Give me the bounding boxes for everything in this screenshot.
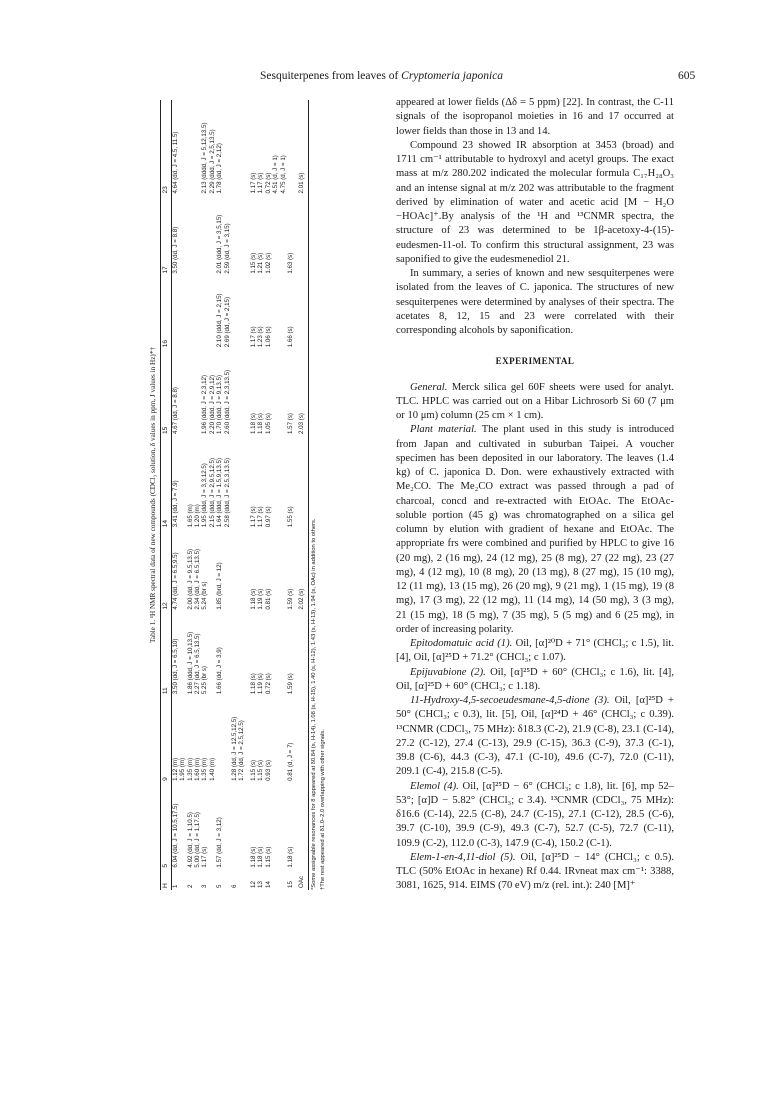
rotated-table-area (150, 100, 360, 890)
table-cell: 3 (201, 884, 209, 888)
table-cell (294, 276, 308, 350)
table-row (231, 100, 246, 890)
table-column-header: 9 (161, 696, 171, 783)
table-cell (201, 196, 216, 276)
table-cell: 1.15 (s) (264, 846, 272, 868)
table-cell: 6.04 (dd, J = 10.5,17.5) (171, 803, 179, 868)
table-row (287, 100, 294, 890)
table-cell: 1.15 (s) (249, 759, 257, 781)
table-column-header: 11 (161, 612, 171, 697)
paragraph-lead: Plant material. (410, 424, 477, 436)
table-cell: 1.63 (s) (286, 252, 294, 274)
table-footnote-2: †The rest appeared at δ1.0–2.0 overlapping with other signals. (319, 729, 326, 890)
table-column-header: 16 (161, 276, 171, 350)
table-cell: 1.65 (m) 1.20 (m) (186, 504, 202, 528)
table-cell (201, 276, 216, 350)
table-cell: 1.18 (s) (257, 846, 265, 868)
table-cell: 1.17 (s) (257, 172, 265, 194)
paragraph: In summary, a series of known and new sesquiterpenes were isolated from the leaves of C. japonica. The structures of new sesquiterpenes were determined by analyses of their spectra. The acetates 8, 12, 15 and 23 were correlated with their corresponding alcohols by saponification. (396, 268, 674, 336)
table-row (171, 100, 186, 890)
table-cell: 4.64 (dd, J = 4.5, 11.5) (171, 131, 179, 194)
table-cell: 4.74 (dd, J = 6.5,9.5) (171, 552, 179, 610)
table-cell: 1.35 (m) 1.40 (m) (201, 757, 216, 781)
paragraph-lead: Epitodomatuic acid (1). (410, 638, 513, 649)
table-cell (231, 612, 246, 697)
text-column (396, 96, 674, 894)
table-header-row (161, 100, 171, 890)
paragraph-lead: Elemol (4). (410, 780, 459, 792)
table-cell: 2.03 (s) (294, 349, 308, 436)
table-cell: 1.18 (s) (249, 846, 257, 868)
table-cell: 1.64 (ddd, J = 1.5,9,13.5) 2.58 (ddd, J = 2.5,3,13.5) (216, 457, 231, 528)
table-cell: 1 (171, 884, 179, 888)
table-cell: 14 (264, 881, 272, 888)
table-cell (231, 196, 246, 276)
table-cell: 2.13 (dddd, J = 5,12,13.5) 2.29 (ddd, J = 2,5,13.5) (201, 122, 216, 194)
paragraph: 11-Hydroxy-4,5-secoeudesmane-4,5-dione (3). Oil, [α]²⁵D + 50° (CHCl₃; c 0.3), lit. [5], Oil, [α]²⁴D + 46° (CHCl₃; c 0.39). ¹³CNMR (CDCl₃, 75 MHz): δ18.3 (C-2), 21.9 (C-8), 23.1 (C-14), 27.2 (C-12), 27.4 (C-13), 29.9 (C-15), 36.3 (C-9), 37.3 (C-1), 39.8 (C-6), 44.3 (C-3), 47.1 (C-10), 49.6 (C-7), 72.0 (C-11), 209.1 (C-4), 215.8 (C-5). (396, 695, 675, 778)
table-cell: 1.66 (s) (286, 326, 294, 348)
table-cell: 2.01 (ddd, J = 3,5,15) 2.59 (dd, J = 3,15) (216, 214, 231, 274)
table-column-header: 12 (161, 529, 171, 611)
table-cell (231, 276, 246, 350)
table-row (294, 100, 308, 890)
running-title: Sesquiterpenes from leaves of Cryptomeria japonica (260, 70, 504, 82)
table-cell: 0.81 (d, J = 7) (286, 742, 294, 781)
table-cell: 1.57 (dd, J = 3,12) (216, 817, 224, 868)
table-cell: 2.10 (ddd, J = 2,15) 2.69 (dd, J = 2,15) (216, 293, 231, 348)
table-cell: 1.78 (dd, J = 2,12) (216, 143, 224, 194)
table-cell: 0.72 (s) 4.51 (d, J = 1) 4.75 (d, J = 1) (264, 155, 287, 194)
table-cell: 1.19 (s) (257, 673, 265, 695)
table-cell: 2.00 (dd, J = 9.5,13.5) 2.34 (dd, J = 6.5,13.5) (186, 548, 202, 610)
table-cell: 2.01 (s) (294, 100, 308, 196)
table-cell: 1.12 (m) 1.95 (m) (171, 757, 187, 781)
table-column-header: 23 (161, 100, 171, 196)
paragraph: Elemol (4). Oil, [α]²⁵D − 6° (CHCl₃; c 1.8), lit. [6], mp 52–53°; [α]D − 5.82° (CHCl₃; c 3.4). ¹³CNMR (CDCl₃, 75 MHz): δ16.6 (C-14), 22.5 (C-8), 24.7 (C-15), 27.1 (C-12), 28.5 (C-6), 39.7 (C-10), 39.9 (C-9), 49.3 (C-7), 52.7 (C-5), 72.7 (C-11), 109.9 (C-2), 112.0 (C-3), 147.9 (C-4), 150.2 (C-1). (396, 780, 674, 849)
table-column-header: 15 (161, 349, 171, 436)
table-cell: 1.96 (ddd, J = 2,3,12) 2.20 (ddd, J = 2,9,12) (201, 374, 216, 434)
table-cell (187, 100, 202, 196)
paragraph: Epitodomatuic acid (1). Oil, [α]²⁰D + 71° (CHCl₃; c 1.5), lit. [4], Oil, [α]²⁵D + 71.2° (CHCl₃; c 1.07). (396, 638, 674, 664)
section-heading: EXPERIMENTAL (495, 356, 575, 367)
table-row (216, 100, 231, 890)
table-column-header: 5 (161, 783, 171, 870)
paragraph-lead: General. (410, 381, 448, 393)
table-cell (187, 276, 202, 350)
paragraph-lead: Elem-1-en-4,11-diol (5). (410, 851, 516, 863)
table-cell: 1.15 (s) (257, 759, 265, 781)
paragraph: General. Merck silica gel 60F sheets were used for analyt. TLC. HPLC was carried out on a Hibar Lichrosorb Si 60 (7 μm or 10 μm) column (25 cm × 1 cm). (396, 381, 674, 421)
table-cell: 3.41 (dd, J = 7.9) (171, 480, 179, 528)
table-cell: 0.72 (s) (264, 673, 272, 695)
table-cell: 15 (286, 881, 294, 888)
table-cell: 0.81 (s) (264, 588, 272, 610)
table-cell: 4.67 (dd, J = 8.8) (171, 387, 179, 434)
table-cell (294, 696, 308, 783)
table-cell: 1.05 (s) (264, 413, 272, 434)
table-caption: Table 1. ¹H NMR spectral data of new compounds (CDCl₃ solution, δ values in ppm, J values in Hz)*† (149, 347, 157, 643)
table-cell: 1.86 (ddd, J = 10,13.5) 2.27 (dd, J = 6.5,13.5) (186, 631, 202, 695)
table-cell: 4.92 (dd, J = 1,10.5) 5.00 (dd, J = 1,17.5) (186, 812, 202, 868)
table-cell: 1.95 (ddd, J = 3,3,12.5) 2.15 (ddd, J = 2,9.5,12.5) (201, 457, 216, 528)
paragraph: Elem-1-en-4,11-diol (5). Oil, [α]²⁵D − 14° (CHCl₃; c 0.5). TLC (50% EtOAc in hexane) Rf 0.44. IRνneat max cm⁻¹: 3388, 3081, 1625, 914. EIMS (70 eV) m/z (rel. int.): 240 [M]⁺ (396, 851, 674, 892)
table-cell (231, 529, 246, 611)
table-cell: 1.55 (s) (286, 506, 294, 528)
table-cell: 3.50 (dd, J = 8.8) (171, 226, 179, 274)
table-cell: 1.17 (s) (257, 506, 265, 528)
paragraph: appeared at lower fields (Δδ = 5 ppm) [22]. In contrast, the C-11 signals of the isopropanol moieties in 16 and 17 occurred at lower fields than those in 13 and 14. (396, 97, 674, 137)
table-cell: 5.25 (br s) (201, 665, 209, 695)
table-cell: 2.02 (s) (294, 529, 308, 611)
table-cell: 5 (216, 884, 224, 888)
table-cell: 0.97 (s) (264, 506, 272, 528)
table-cell (294, 436, 308, 529)
table-column-header: 14 (161, 436, 171, 529)
table-cell (231, 100, 246, 196)
table-cell: 1.18 (s) (249, 673, 257, 695)
table-body (171, 100, 308, 890)
table-cell (294, 783, 308, 870)
table-cell: 0.93 (s) (264, 759, 272, 781)
table-cell: 1.18 (s) (286, 846, 294, 868)
table-cell (231, 349, 246, 436)
table-cell: 1.17 (s) (201, 846, 209, 868)
table-cell: 1.57 (s) (286, 413, 294, 434)
table-cell (294, 612, 308, 697)
table-cell: 5.24 (br s) (201, 581, 209, 610)
table-row (201, 100, 216, 890)
table-cell: 1.70 (ddd, J = 9,13.5) 2.60 (ddd, J = 2,3,13.5) (216, 369, 231, 434)
table-cell: 1.28 (dd, J = 12.5,12.5) 1.72 (dd, J = 2.5,12.5) (231, 716, 246, 781)
table-cell: 13 (257, 881, 265, 888)
table-cell (187, 196, 202, 276)
table-cell (294, 196, 308, 276)
paragraph: Compound 23 showed IR absorption at 3453 (broad) and 1711 cm⁻¹ attributable to hydroxyl and acetyl groups. The exact mass at m/z 280.202 indicated the molecular formula C₁₇H₂₈O₃ and an intense signal at m/z 202 was attributable to the fragment derived by elimination of water and acetic acid [M − H₂O −HOAc]⁺.By analysis of the ¹H and ¹³CNMR spectra, the structure of 23 was determined to be 1β-acetoxy-4-(15)-eudesmen-11-ol. To confirm this structural assignment, 23 was saponified to give the eudesmenediol 21. (396, 139, 674, 265)
table-cell: 1.02 (s) (264, 252, 272, 274)
table-row (257, 100, 264, 890)
page-number: 605 (678, 70, 696, 82)
table-cell (216, 696, 231, 783)
table-cell: 1.59 (s) (286, 673, 294, 695)
table-cell: 1.15 (s) (249, 252, 257, 274)
table-cell: 1.59 (s) (286, 588, 294, 610)
table-cell (231, 436, 246, 529)
table-cell: 6 (231, 884, 239, 888)
table-cell: 1.85 (brd, J = 12) (216, 562, 224, 610)
table-cell: 1.18 (s) (249, 588, 257, 610)
table-cell: 1.19 (s) (257, 588, 265, 610)
table-cell: 1.23 (s) (257, 326, 265, 348)
paragraph-lead: 11-Hydroxy-4,5-secoeudesmane-4,5-dione (3). (410, 695, 610, 706)
table-cell (171, 276, 186, 350)
table-cell: 3.50 (dd, J = 6.5,10) (171, 638, 179, 695)
table-cell: 1.66 (dd, J = 3,9) (216, 647, 224, 695)
table-column-header: H (161, 870, 171, 890)
table-cell: 1.18 (s) (257, 413, 265, 434)
table-cell (231, 783, 246, 870)
table-cell (187, 349, 202, 436)
nmr-data-table (160, 100, 308, 890)
table-cell: 1.17 (s) (249, 506, 257, 528)
table-row (246, 100, 257, 890)
table-cell: 2 (186, 884, 194, 888)
table-cell: 12 (249, 881, 257, 888)
table-column-header: 17 (161, 196, 171, 276)
paragraph: Epijuvabione (2). Oil, [α]²⁵D + 60° (CHCl₃; c 1.6), lit. [4], Oil, [α]²⁵D + 60° (CHCl₃; c 1.18). (396, 666, 674, 692)
table-row (265, 100, 287, 890)
table-cell: 1.17 (s) (249, 172, 257, 194)
table-cell: 1.21 (s) (257, 252, 265, 274)
table-cell: OAc (294, 870, 308, 890)
table-footnote-1: *Some assignable resonances for 8 appeared at δ0.84 (s, H-14), 1.08 (s, H-15), 1.40 (s, H-12), 1.43 (s, H-13), 1.94 (s, OAc) in addition to others. (310, 518, 317, 890)
table-cell: 1.18 (s) (249, 413, 257, 434)
table-cell: 1.17 (s) (249, 326, 257, 348)
table-cell (287, 100, 294, 196)
nmr-table (150, 100, 360, 890)
table-row (187, 100, 202, 890)
table-cell: 1.06 (s) (264, 326, 272, 348)
table-cell: 1.35 (m) 1.60 (m) (186, 757, 202, 781)
paragraph: Plant material. The plant used in this study is introduced from Japan and cultivated in suburban Taipei. A voucher specimen has been deposited in our laboratory. The leaves (1.4 kg) of C. japonica D. Don. were exhaustively extracted with Me₂CO. The Me₂CO extract was passed through a pad of charcoal, concd and re-extracted with EtOAc. The EtOAc-soluble portion (45 g) was chromatographed on a silica gel column by elution with gradient of hexane and EtOAc. The appropriate frs were combined and purified by HPLC to give 16 (20 mg), 2 (16 mg), 24 (12 mg), 25 (8 mg), 27 (22 mg), 23 (27 mg), 4 (12 mg), 10 (8 mg), 20 (13 mg), 8 (27 mg), 15 (10 mg), 12 (11 mg), 13 (15 mg), 26 (20 mg), 9 (21 mg), 1 (15 mg), 19 (8 mg), 17 (3 mg), 22 (12 mg), 11 (14 mg), 14 (50 mg), 3 (3 mg), 21 (15 mg), 18 (5 mg), 7 (35 mg), 5 (5 mg) and 6 (25 mg), in order of increasing polarity. (396, 424, 674, 635)
paragraph-lead: Epijuvabione (2). (410, 666, 486, 678)
